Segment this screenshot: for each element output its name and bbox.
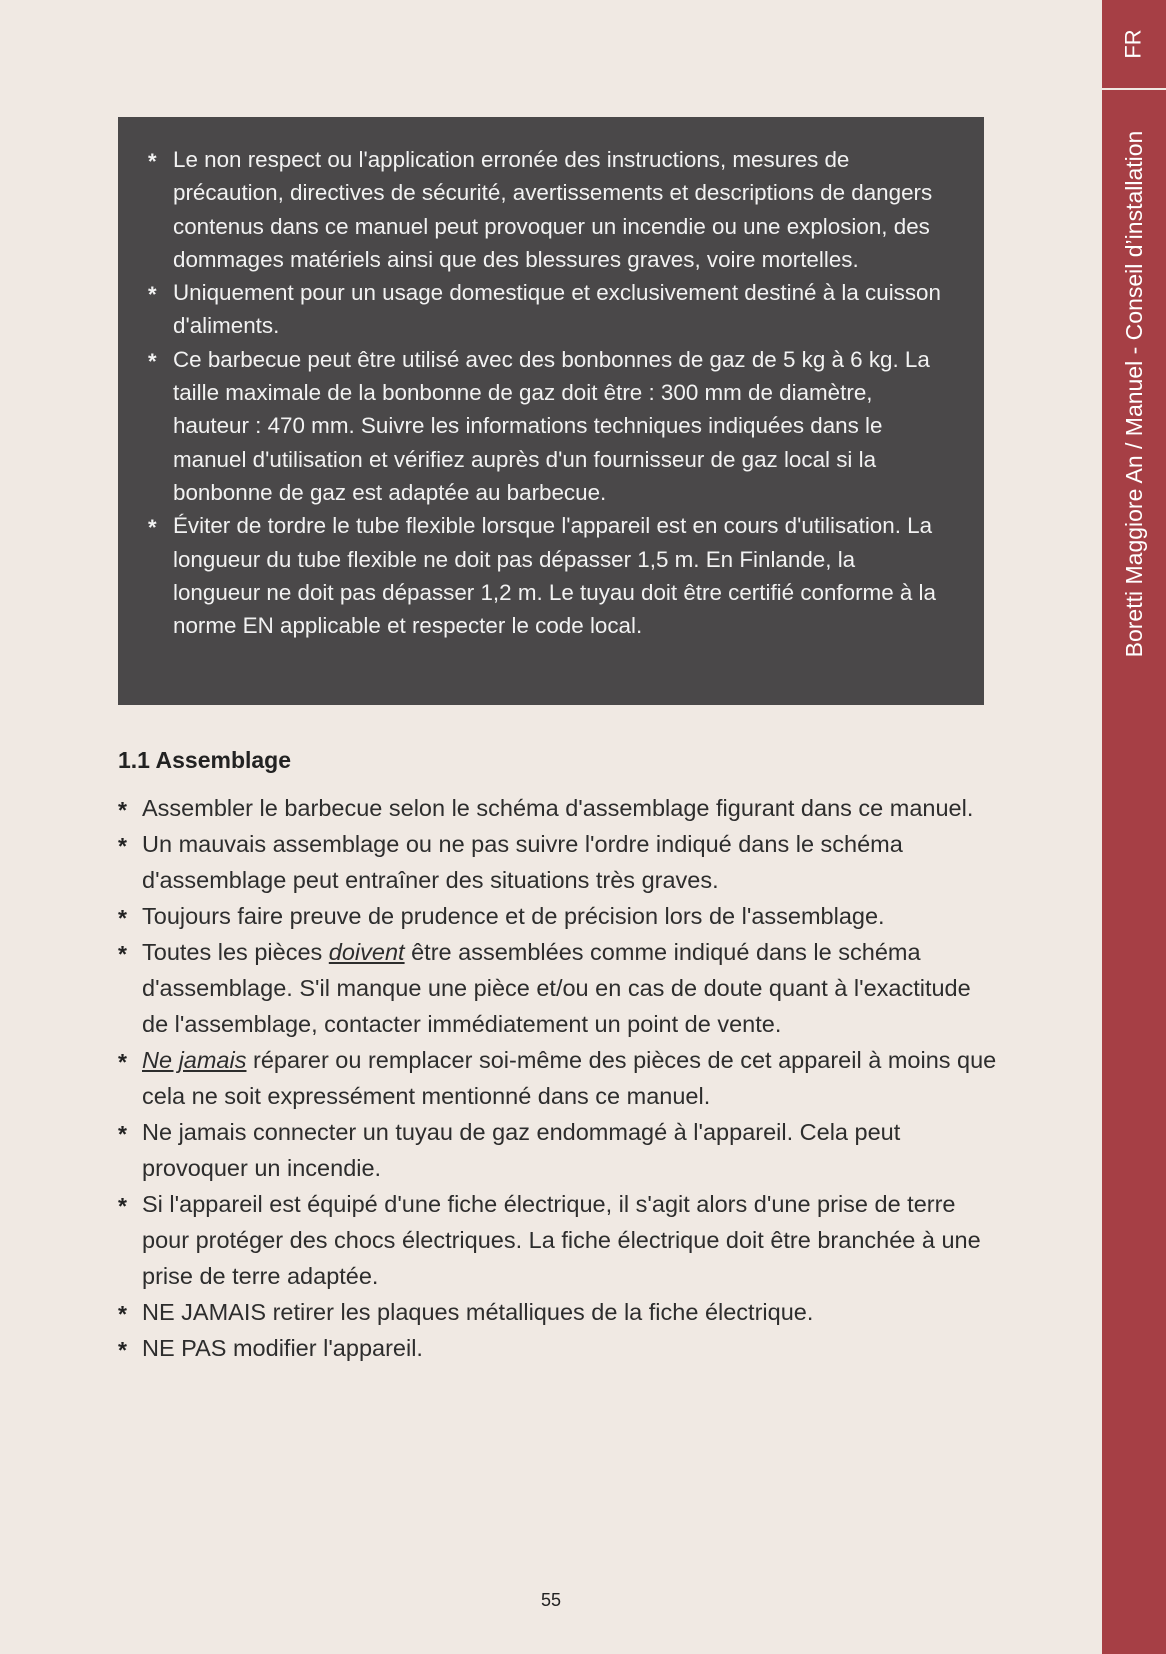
bullet-star-icon: * bbox=[118, 941, 127, 967]
list-item-text: Ne jamais connecter un tuyau de gaz endommagé à l'appareil. Cela peut provoquer un incendie. bbox=[142, 1119, 901, 1181]
bullet-star-icon: * bbox=[148, 149, 157, 174]
list-item bbox=[118, 1114, 998, 1186]
warning-text: Éviter de tordre le tube flexible lorsque l'appareil est en cours d'utilisation. La longueur du tube flexible ne doit pas dépasser 1,5 m. En Finlande, la longueur ne doit pas dépasser 1,2 m. Le tuyau doit être certifié conforme à la norme EN applicable et respecter le code local. bbox=[173, 513, 936, 639]
list-item bbox=[118, 790, 998, 826]
list-item-text: Toutes les pièces bbox=[142, 939, 329, 965]
list-item-text: Un mauvais assemblage ou ne pas suivre l'ordre indiqué dans le schéma d'assemblage peut entraîner des situations très graves. bbox=[142, 831, 903, 893]
bullet-star-icon: * bbox=[118, 905, 127, 931]
list-item-text: Toujours faire preuve de prudence et de précision lors de l'assemblage. bbox=[142, 903, 885, 929]
side-tab bbox=[1102, 0, 1166, 1654]
list-item-text: NE JAMAIS retirer les plaques métalliques de la fiche électrique. bbox=[142, 1299, 814, 1325]
bullet-star-icon: * bbox=[118, 1337, 127, 1363]
safety-warning-box bbox=[118, 117, 984, 705]
list-item bbox=[118, 1330, 998, 1366]
list-item bbox=[118, 1042, 998, 1114]
warning-list bbox=[148, 143, 944, 642]
warning-text: Le non respect ou l'application erronée des instructions, mesures de précaution, directives de sécurité, avertissements et descriptions de dangers contenus dans ce manuel peut provoquer un incendie ou une explosion, des dommages matériels ainsi que des blessures graves, voire mortelles. bbox=[173, 147, 933, 272]
bullet-star-icon: * bbox=[118, 1193, 127, 1219]
page-number: 55 bbox=[540, 1590, 562, 1610]
warning-text: Uniquement pour un usage domestique et exclusivement destiné à la cuisson d'aliments. bbox=[173, 280, 941, 339]
list-item-text: être assemblées comme indiqué dans le schéma d'assemblage. S'il manque une pièce et/ou en cas de doute quant à l'exactitude de l'assemblage, contacter immédiatement un point de vente. bbox=[142, 939, 971, 1037]
bullet-star-icon: * bbox=[118, 1121, 127, 1147]
emphasis-text: Ne jamais bbox=[142, 1047, 247, 1073]
bullet-star-icon: * bbox=[118, 833, 127, 859]
list-item-text: réparer ou remplacer soi-même des pièces de cet appareil à moins que cela ne soit expressément mentionné dans ce manuel. bbox=[142, 1047, 997, 1109]
section-heading: 1.1 Assemblage bbox=[118, 747, 292, 773]
list-item-text: NE PAS modifier l'appareil. bbox=[142, 1335, 423, 1361]
emphasis-text: doivent bbox=[328, 939, 405, 965]
warning-item bbox=[148, 343, 944, 509]
list-item bbox=[118, 898, 998, 934]
bullet-star-icon: * bbox=[148, 515, 157, 541]
language-tab bbox=[1102, 0, 1166, 90]
assembly-list bbox=[118, 790, 998, 1366]
list-item bbox=[118, 1186, 998, 1294]
list-item-text: Assembler le barbecue selon le schéma d'assemblage figurant dans ce manuel. bbox=[142, 795, 974, 821]
bullet-star-icon: * bbox=[148, 282, 157, 308]
list-item bbox=[118, 934, 998, 1042]
side-title-area bbox=[1102, 104, 1166, 684]
list-item-text: Si l'appareil est équipé d'une fiche électrique, il s'agit alors d'une prise de terre pour protéger des chocs électriques. La fiche électrique doit être branchée à une prise de terre adaptée. bbox=[142, 1191, 981, 1289]
warning-item bbox=[148, 143, 944, 276]
assembly-section bbox=[118, 740, 998, 1366]
warning-item bbox=[148, 509, 944, 642]
bullet-star-icon: * bbox=[118, 797, 127, 823]
list-item bbox=[118, 826, 998, 898]
warning-text: Ce barbecue peut être utilisé avec des bonbonnes de gaz de 5 kg à 6 kg. La taille maximale de la bonbonne de gaz doit être : 300 mm de diamètre, hauteur : 470 mm. Suivre les informations techniques indiquées dans le manuel d'utilisation et vérifiez auprès d'un fournisseur de gaz local si la bonbonne de gaz est adaptée au barbecue. bbox=[173, 346, 930, 505]
language-label: FR bbox=[1120, 29, 1146, 59]
document-title: Boretti Maggiore An / Manuel - Conseil d’installation bbox=[1121, 130, 1147, 658]
list-item bbox=[118, 1294, 998, 1330]
warning-item bbox=[148, 276, 944, 343]
bullet-star-icon: * bbox=[118, 1049, 127, 1075]
bullet-star-icon: * bbox=[118, 1301, 127, 1327]
bullet-star-icon: * bbox=[148, 348, 157, 374]
